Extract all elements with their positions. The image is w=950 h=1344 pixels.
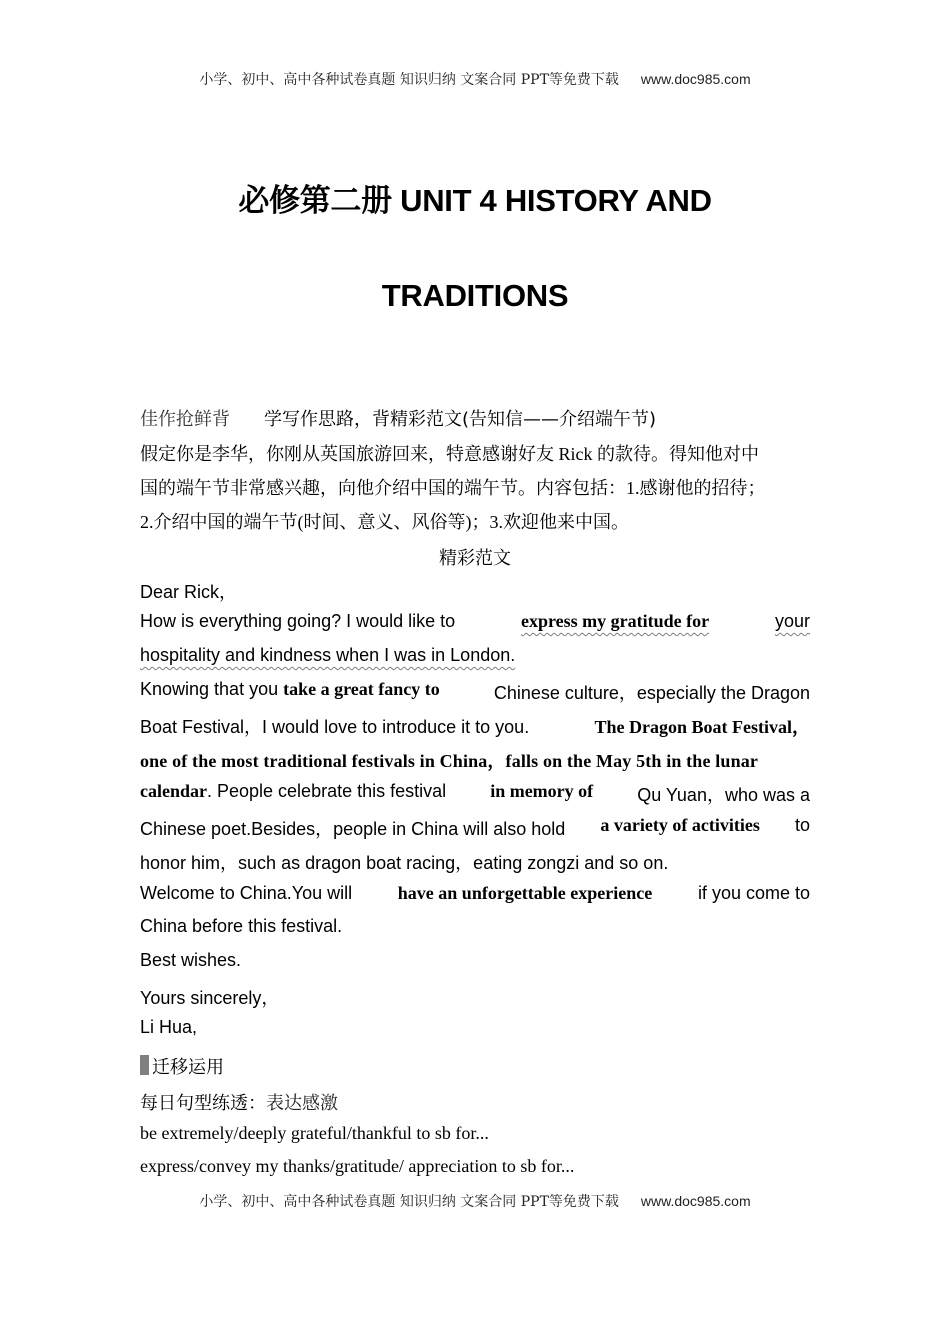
task-prompt-line1 [140,440,810,466]
transfer-label: 迁移运用 [152,1057,224,1078]
p2-text-f: one of the most traditional festivals in China，falls on the May 5th in the lunar [140,751,759,771]
paragraph1-line1 [140,611,810,632]
paragraph3-line2 [140,916,810,937]
page-title-line2: TRADITIONS [381,278,569,313]
task-prompt-text-2: 国的端午节非常感兴趣，向他介绍中国的端午节。内容包括：1.感谢他的招待； [140,478,766,498]
p2-knowing: Knowing that you [140,679,279,699]
page-footer [0,1191,950,1211]
daily-label: 每日句型练透： [140,1093,266,1114]
task-heading-row [140,405,810,431]
header-url[interactable]: www.doc985.com [640,71,751,87]
task-label: 佳作抢鲜背 [140,409,230,430]
closing-yours-sincerely: Yours sincerely， [140,988,280,1008]
pattern-line2: express/convey my thanks/gratitude/ appreciation to sb for... [140,1156,575,1176]
p2-text-m: to [794,815,810,835]
daily-topic: 表达感激 [266,1093,338,1114]
header-text: 小学、初中、高中各种试卷真题 知识归纳 文案合同 PPT等免费下载 [199,72,619,88]
greeting: Dear Rick， [140,582,238,602]
footer-text: 小学、初中、高中各种试卷真题 知识归纳 文案合同 PPT等免费下载 [199,1194,619,1210]
p2-text-c: Chinese culture，especially the Dragon [493,683,810,703]
p2-phrase-festival: The Dragon Boat Festival， [594,717,810,737]
p2-text-n: honor him，such as dragon boat racing，eating zongzi and so on. [140,853,669,873]
p2-phrase-calendar: calendar [140,781,207,801]
task-prompt-line2 [140,474,810,500]
paragraph2-line5 [140,815,810,841]
p2-text-a [140,679,440,705]
page-header [0,69,950,89]
p2-phrase-variety: a variety of activities [600,815,760,835]
p3-text-a: Welcome to China.You will [140,883,353,903]
p3-text-c: if you come to [697,883,810,903]
paragraph1-line2 [140,645,810,666]
sample-heading: 精彩范文 [439,548,511,569]
p1-phrase-gratitude: express my gratitude for [521,611,710,631]
task-prompt-line3 [140,508,810,534]
paragraph2-line3 [140,747,810,773]
pattern-line1: be extremely/deeply grateful/thankful to sb for... [140,1123,489,1143]
p2-phrase-fancy: take a great fancy to [283,679,440,699]
p3-phrase-experience: have an unforgettable experience [397,883,653,903]
task-prompt-text-3: 2.介绍中国的端午节(时间、意义、风俗等)；3.欢迎他来中国。 [140,512,629,532]
paragraph3-line1 [140,883,810,904]
p2-text-j: Qu Yuan，who was a [637,785,810,805]
paragraph2-line4 [140,781,810,807]
task-prompt-text-1: 假定你是李华，你刚从英国旅游回来，特意感谢好友 Rick 的款待。得知他对中 [140,444,759,464]
p2-text-k: Chinese poet.Besides，people in China will also hold [140,819,566,839]
signature: Li Hua, [140,1017,198,1037]
p1-text-d: hospitality and kindness when I was in London. [140,645,516,665]
p1-text-a: How is everything going? I would like to [140,611,456,631]
footer-url[interactable]: www.doc985.com [640,1193,751,1209]
paragraph2-line2 [140,713,810,739]
closing-best-wishes: Best wishes. [140,950,242,970]
paragraph2-line6 [140,849,810,875]
p2-phrase-memory: in memory of [490,781,594,801]
p1-text-c: your [774,611,810,631]
paragraph2-line1 [140,679,810,705]
p2-text-d: Boat Festival，I would love to introduce it to you. [140,717,530,737]
transfer-heading [140,1053,810,1079]
p2-text-h: . People celebrate this festival [207,781,447,801]
p3-text-d: China before this festival. [140,916,343,936]
daily-sentence-row [140,1089,810,1115]
section-marker-icon [140,1055,149,1075]
task-heading: 学写作思路，背精彩范文(告知信——介绍端午节) [264,409,657,430]
page-title-line1: 必修第二册 UNIT 4 HISTORY AND [238,183,712,218]
